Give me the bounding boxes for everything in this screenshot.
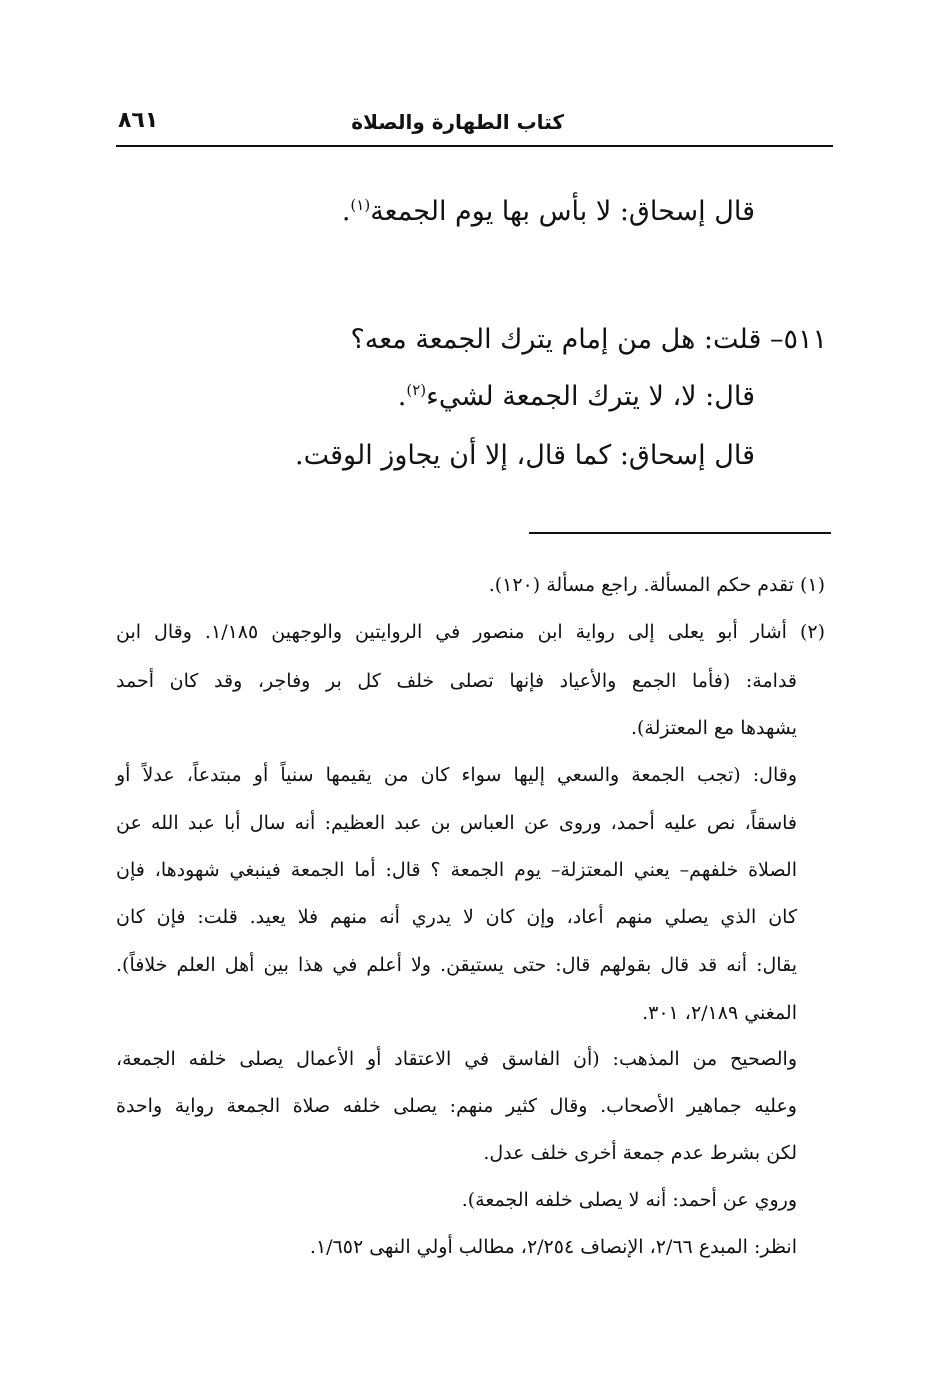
footnote-2-line-14: انظر: المبدع ٢/٦٦، الإنصاف ٢/٢٥٤، مطالب أولي النهى ١/٦٥٢.: [309, 1236, 797, 1258]
answer-1-end: .: [397, 381, 407, 412]
footnote-2-line-3: يشهدها مع المعتزلة).: [630, 717, 797, 739]
header-title: كتاب الطهارة والصلاة: [351, 110, 564, 134]
footnote-2-line-7: كان الذي يصلي منهم أعاد، وإن كان لا يدري أنه منهم فلا يعيد. قلت: فإن كان: [116, 906, 797, 928]
footnote-2-line-1: (٢) أشار أبو يعلى إلى رواية ابن منصور في الروايتين والوجهين ١/١٨٥. وقال ابن: [116, 621, 825, 643]
footnote-2-line-5: فاسقاً، نص عليه أحمد، وروى عن العباس بن عبد العظيم: أنه سال أبا عبد الله عن: [116, 812, 797, 834]
body-line-1: [342, 198, 755, 225]
question-line: [350, 326, 827, 353]
footnote-2-line-11: وعليه جماهير الأصحاب. وقال كثير منهم: يصلى خلفه صلاة الجمعة رواية واحدة: [116, 1095, 797, 1117]
answer-1-text: قال: لا، لا يترك الجمعة لشيء: [426, 381, 755, 412]
page-number: ٨٦١: [118, 108, 159, 133]
footnote-2-line-10: والصحيح من المذهب: (أن الفاسق في الاعتقاد أو الأعمال يصلى خلفه الجمعة،: [116, 1048, 797, 1070]
question-text: قلت: هل من إمام يترك الجمعة معه؟: [350, 324, 762, 355]
answer-2-text: قال إسحاق: كما قال، إلا أن يجاوز الوقت.: [295, 440, 755, 471]
footnote-2-line-2: قدامة: (فأما الجمع والأعياد فإنها تصلى خلف كل بر وفاجر، وقد كان أحمد: [116, 670, 797, 692]
footnote-2-line-4: وقال: (تجب الجمعة والسعي إليها سواء كان من يقيمها سنياً أو مبتدعاً، عدلاً أو: [116, 764, 797, 786]
body-line-1-text: قال إسحاق: لا بأس بها يوم الجمعة: [370, 196, 755, 227]
footnote-2-line-12: لكن بشرط عدم جمعة أخرى خلف عدل.: [483, 1142, 797, 1164]
footnote-separator: [529, 532, 831, 534]
running-header: [116, 108, 832, 144]
footnote-ref-1: (١): [350, 196, 371, 214]
footnote-ref-2: (٢): [406, 381, 427, 399]
footnote-1: (١) تقدم حكم المسألة. راجع مسألة (١٢٠).: [488, 574, 825, 596]
footnote-2-line-13: وروي عن أحمد: أنه لا يصلى خلفه الجمعة).: [461, 1189, 797, 1211]
answer-line-1: [398, 383, 755, 410]
header-rule: [116, 145, 833, 147]
body-line-1-end: .: [341, 196, 351, 227]
answer-line-2: [295, 442, 755, 469]
footnote-2-line-8: يقال: أنه قد قال بقولهم قال: حتى يستيقن. ولا أعلم في هذا بين أهل العلم خلافاً).: [116, 954, 797, 976]
footnote-2-line-9: المغني ٢/١٨٩، ٣٠١.: [642, 1002, 797, 1024]
footnote-2-line-6: الصلاة خلفهم– يعني المعتزلة– يوم الجمعة ؟ قال: أما الجمعة فينبغي شهودها، فإن: [116, 859, 797, 881]
question-number: ٥١١–: [769, 324, 827, 355]
